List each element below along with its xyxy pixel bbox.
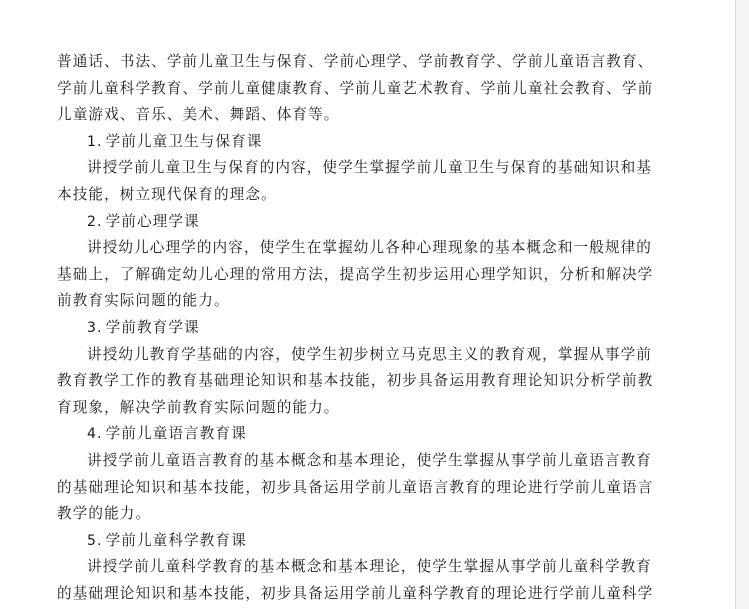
section-title: 学前儿童语言教育课	[105, 425, 247, 443]
section-number: 5.	[87, 532, 103, 549]
document-body	[57, 49, 663, 607]
paragraph-line: 的基础理论知识和基本技能，初步具备运用学前儿童语言教育的理论进行学前儿童语言	[57, 478, 654, 496]
section-heading	[57, 315, 663, 342]
section-number: 4.	[87, 426, 103, 443]
section-heading	[57, 528, 663, 555]
intro-line: 学前儿童科学教育、学前儿童健康教育、学前儿童艺术教育、学前儿童社会教育、学前	[57, 79, 654, 97]
intro-line: 儿童游戏、音乐、美术、舞蹈、体育等。	[57, 106, 340, 124]
paragraph-line: 育现象，解决学前教育实际问题的能力。	[57, 398, 340, 416]
paragraph-line: 讲授学前儿童科学教育的基本概念和基本理论，使学生掌握从事学前儿童科学教育	[87, 558, 652, 576]
viewer-gutter	[736, 0, 749, 609]
section-title: 学前教育学课	[105, 318, 200, 336]
paragraph-line: 教育教学工作的教育基础理论知识和基本技能，初步具备运用教育理论知识分析学前教	[57, 372, 654, 390]
section-title: 学前儿童科学教育课	[105, 531, 247, 549]
section-heading	[57, 209, 663, 236]
paragraph-line: 前教育实际问题的能力。	[57, 292, 230, 310]
paragraph-line: 讲授学前儿童卫生与保育的内容，使学生掌握学前儿童卫生与保育的基础知识和基	[87, 159, 652, 177]
section-title: 学前心理学课	[105, 212, 200, 230]
section-heading	[57, 421, 663, 448]
intro-line: 普通话、书法、学前儿童卫生与保育、学前心理学、学前教育学、学前儿童语言教育、	[57, 53, 654, 70]
section-number: 1.	[87, 133, 103, 150]
paragraph-line: 基础上，了解确定幼儿心理的常用方法，提高学生初步运用心理学知识，分析和解决学	[57, 265, 654, 283]
paragraph-line: 本技能，树立现代保育的理念。	[57, 185, 277, 203]
paragraph-line: 教学的能力。	[57, 505, 152, 523]
paragraph-line: 的基础理论知识和基本技能，初步具备运用学前儿童科学教育的理论进行学前儿童科学	[57, 584, 654, 602]
section-number: 2.	[87, 213, 103, 230]
paragraph-line: 讲授幼儿教育学基础的内容，使学生初步树立马克思主义的教育观，掌握从事学前	[87, 345, 652, 363]
section-title: 学前儿童卫生与保育课	[105, 132, 263, 150]
paragraph-line: 讲授幼儿心理学的内容，使学生在掌握幼儿各种心理现象的基本概念和一般规律的	[87, 239, 652, 257]
section-heading	[57, 129, 663, 156]
paragraph-line: 讲授学前儿童语言教育的基本概念和基本理论，使学生掌握从事学前儿童语言教育	[87, 451, 652, 469]
section-number: 3.	[87, 319, 103, 336]
